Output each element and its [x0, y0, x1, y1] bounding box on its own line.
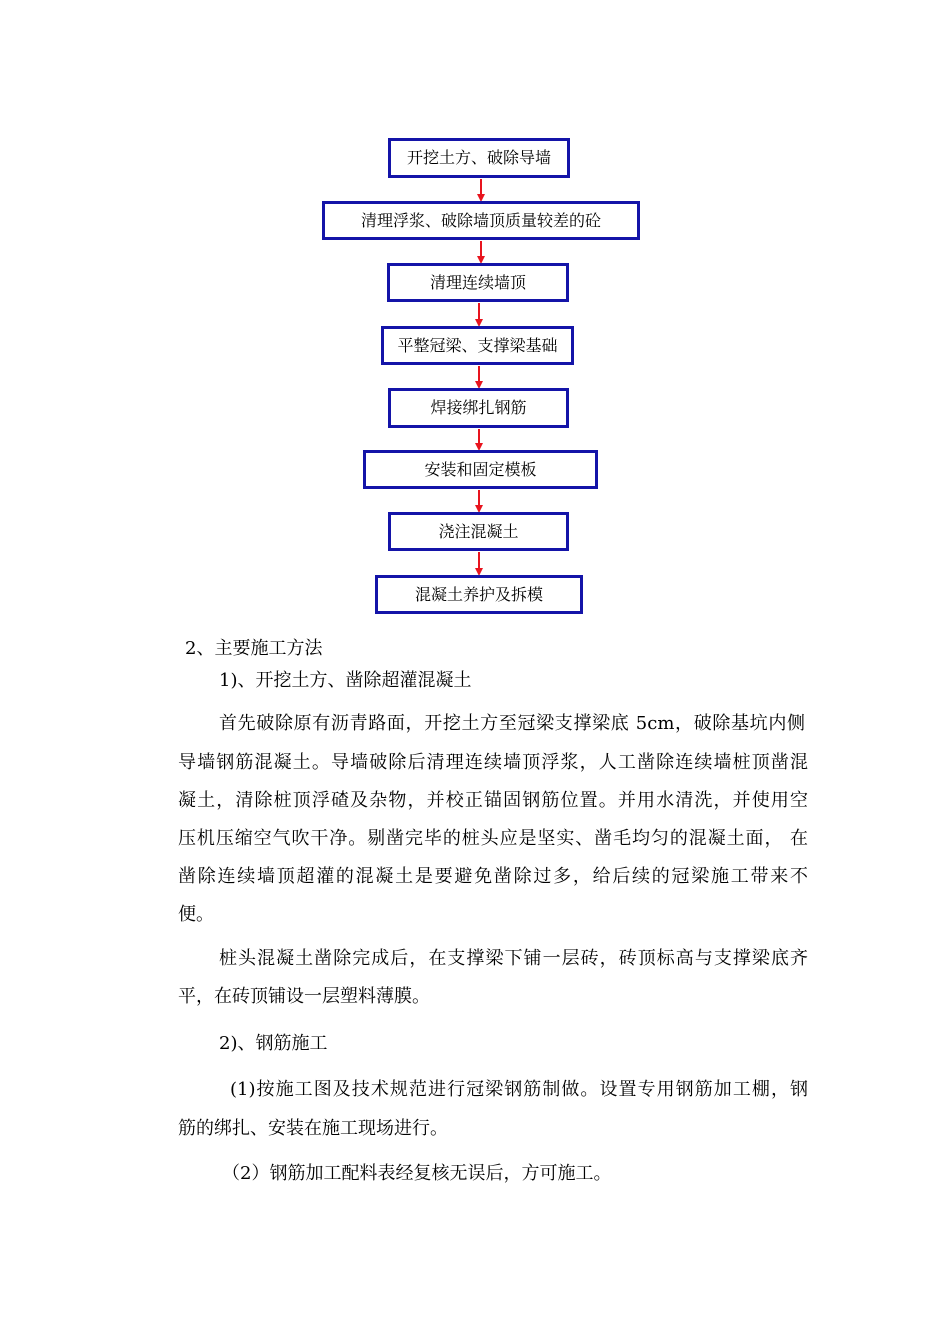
paragraph-line: 筋的绑扎、安装在施工现场进行。: [178, 1118, 448, 1139]
flow-step-clean-wall-top: 清理连续墙顶: [387, 263, 569, 302]
flow-step-clean-slurry: 清理浮浆、破除墙顶质量较差的砼: [322, 201, 640, 240]
paragraph-line: 压机压缩空气吹干净。剔凿完毕的桩头应是坚实、凿毛均匀的混凝土面， 在: [178, 828, 808, 849]
construction-flowchart: [0, 0, 950, 620]
paragraph-line: 便。: [178, 904, 214, 925]
paragraph-line: 首先破除原有沥青路面，开挖土方至冠梁支撑梁底 5cm，破除基坑内侧: [219, 713, 805, 734]
flow-step-rebar: 焊接绑扎钢筋: [388, 388, 569, 428]
flow-step-formwork: 安装和固定模板: [363, 450, 598, 489]
paragraph-line: 桩头混凝土凿除完成后，在支撑梁下铺一层砖，砖顶标高与支撑梁底齐: [219, 948, 808, 969]
paragraph-line: 凝土，清除桩顶浮碴及杂物，并校正锚固钢筋位置。并用水清洗，并使用空: [178, 790, 808, 811]
paragraph-line: 凿除连续墙顶超灌的混凝土是要避免凿除过多，给后续的冠梁施工带来不: [178, 866, 808, 887]
paragraph-line: （2）钢筋加工配料表经复核无误后，方可施工。: [222, 1163, 612, 1184]
subsection-heading-excavation: 1)、开挖土方、凿除超灌混凝土: [219, 670, 472, 691]
flow-step-excavate: 开挖土方、破除导墙: [388, 138, 570, 178]
flow-step-pour-concrete: 浇注混凝土: [388, 512, 569, 551]
paragraph-line: 导墙钢筋混凝土。导墙破除后清理连续墙顶浮浆，人工凿除连续墙桩顶凿混: [178, 752, 808, 773]
subsection-heading-rebar: 2)、钢筋施工: [219, 1033, 328, 1054]
flow-step-cure-demold: 混凝土养护及拆模: [375, 575, 583, 614]
paragraph-line: 平，在砖顶铺设一层塑料薄膜。: [178, 986, 430, 1007]
paragraph-line: (1)按施工图及技术规范进行冠梁钢筋制做。设置专用钢筋加工棚，钢: [230, 1079, 808, 1100]
flow-step-level-foundation: 平整冠梁、支撑梁基础: [381, 326, 574, 365]
section-heading: 2、主要施工方法: [185, 638, 323, 659]
